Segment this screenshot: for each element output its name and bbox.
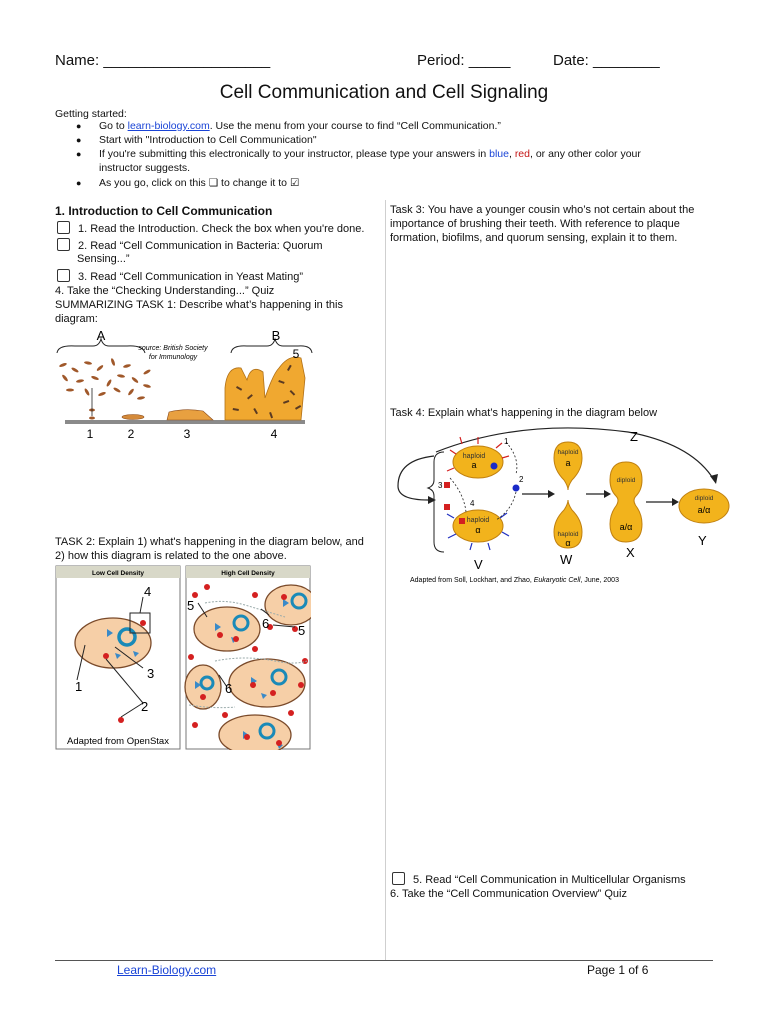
- arrow-right-icon: [548, 490, 555, 498]
- shmoo-a-haploid: haploid: [557, 449, 579, 456]
- surface: [65, 420, 305, 424]
- shmoo-a-label: a: [565, 458, 571, 468]
- task2-text: TASK 2: Explain 1) what's happening in the diagram below, and: [55, 536, 364, 548]
- biofilm-diagram: [55, 328, 313, 443]
- red-word: red: [514, 148, 530, 160]
- checklist-item-5[interactable]: [392, 872, 686, 887]
- biofilm-early: [167, 410, 213, 420]
- checklist-item-6: 6. Take the “Cell Communication Overview” Quiz: [390, 888, 627, 900]
- page-number: Page 1 of 6: [587, 963, 649, 977]
- microcolony: [122, 415, 144, 420]
- intro-bullet-3: [99, 148, 709, 161]
- bullet-icon: ●: [76, 178, 82, 188]
- name-field-label: Name: ____________________: [55, 52, 271, 69]
- checklist-item-1[interactable]: [57, 221, 364, 236]
- haploid-label-2: haploid: [466, 517, 490, 524]
- alpha-factor: [513, 485, 520, 492]
- planktonic-bacteria: [59, 358, 152, 412]
- autoinducer-dot: [103, 653, 109, 659]
- checkbox[interactable]: [392, 872, 405, 885]
- a-factor: [444, 504, 450, 510]
- stage-5: 5: [292, 347, 300, 361]
- label-5b: 5: [298, 623, 306, 638]
- autoinducer-dot: [118, 717, 124, 723]
- checkbox[interactable]: [57, 221, 70, 234]
- arrow-right-icon: [604, 490, 611, 498]
- intro-bullet-4: [99, 177, 299, 190]
- label-5: 5: [187, 598, 195, 613]
- task1-text: SUMMARIZING TASK 1: Describe what’s happening in this: [55, 299, 343, 311]
- label-z: Z: [630, 429, 638, 444]
- bullet3-pre: If you're submitting this electronically to your instructor, please type your answers in: [99, 148, 490, 160]
- diploid-a-alpha: a/α: [697, 505, 711, 515]
- period-field-label: Period: _____: [417, 52, 511, 69]
- num-1: 1: [504, 437, 509, 446]
- task2-text-line2: 2) how this diagram is related to the one above.: [55, 550, 287, 562]
- yeast-mating-diagram: [392, 424, 734, 588]
- bullet1-post: . Use the menu from your course to find “Cell Communication.”: [209, 120, 501, 132]
- stage-3: 3: [183, 427, 191, 441]
- low-density-label: Low Cell Density: [91, 570, 145, 577]
- bullet4-mid: to change it to: [218, 177, 290, 189]
- footer-learn-biology-link[interactable]: Learn-Biology.com: [117, 963, 217, 977]
- num-2: 2: [519, 475, 524, 484]
- label-1: 1: [75, 679, 83, 694]
- label-w: W: [560, 552, 573, 567]
- blue-word: blue: [489, 148, 509, 160]
- label-4: 4: [144, 584, 152, 599]
- item3-text: 3. Read “Cell Communication in Yeast Mating”: [78, 271, 304, 283]
- intro-bullet-1: [99, 120, 709, 133]
- zygote-diploid: diploid: [616, 477, 636, 484]
- soll-credit: [410, 577, 619, 584]
- label-6: 6: [262, 616, 270, 631]
- a-factor-receptor: [459, 518, 465, 524]
- label-3: 3: [147, 666, 155, 681]
- autoinducer-dot: [140, 620, 146, 626]
- bullet3-post: , or any other color your: [530, 148, 641, 160]
- zygote-label: a/α: [619, 522, 633, 532]
- bullet-icon: ●: [76, 121, 82, 131]
- loop-arrow: [398, 456, 434, 500]
- intro-bullet-3-line2: instructor suggests.: [99, 162, 191, 174]
- label-b: B: [271, 328, 281, 343]
- bullet4-pre: As you go, click on this: [99, 177, 209, 189]
- task3-text-line3: formation, biofilms, and quorum sensing, explain it to them.: [390, 232, 678, 244]
- section-title: 1. Introduction to Cell Communication: [55, 204, 273, 218]
- checklist-item-4: 4. Take the “Checking Understanding...” Quiz: [55, 285, 275, 297]
- bullet1-pre: Go to: [99, 120, 128, 132]
- item2-text: 2. Read “Cell Communication in Bacteria: Quorum: [78, 240, 323, 252]
- task3-text-line2: importance of brushing their teeth. With reference to plaque: [390, 218, 680, 230]
- num-3: 3: [438, 481, 443, 490]
- bullet-icon: ●: [76, 135, 82, 145]
- empty-box-icon: ❏: [208, 177, 219, 189]
- column-divider: [385, 200, 386, 960]
- arrow-right-icon: [672, 498, 679, 506]
- high-density-label: High Cell Density: [221, 570, 275, 577]
- page-title: Cell Communication and Cell Signaling: [219, 82, 549, 103]
- credit-post: , June, 2003: [580, 577, 619, 584]
- quorum-density-diagram: [55, 565, 311, 750]
- intro-bullet-2: Start with "Introduction to Cell Communication": [99, 134, 317, 146]
- source-text-2: for Immunology: [148, 354, 198, 361]
- label-6b: 6: [225, 681, 233, 696]
- label-v: V: [474, 557, 483, 572]
- haploid-a-cell: [453, 446, 503, 478]
- alpha-label: α: [475, 525, 481, 535]
- a-label: a: [471, 460, 477, 470]
- checklist-item-3[interactable]: [57, 269, 303, 284]
- label-2: 2: [141, 699, 149, 714]
- haploid-label: haploid: [462, 453, 486, 460]
- diploid-label: diploid: [694, 495, 714, 502]
- learn-biology-link[interactable]: learn-biology.com: [127, 120, 210, 132]
- label-x: X: [626, 545, 635, 560]
- footer-divider: [55, 960, 713, 961]
- credit-journal: Eukaryotic Cell: [533, 577, 581, 584]
- item1-text: 1. Read the Introduction. Check the box when you're done.: [78, 223, 365, 235]
- getting-started-heading: Getting started:: [55, 108, 127, 120]
- label-a: A: [96, 328, 106, 343]
- source-text: source: British Society: [138, 345, 208, 352]
- credit-pre: Adapted from Soll, Lockhart, and Zhao,: [410, 577, 534, 584]
- alpha-receptor: [491, 463, 498, 470]
- stage-2: 2: [127, 427, 135, 441]
- stage-4: 4: [270, 427, 278, 441]
- shmoo-alpha-haploid: haploid: [557, 531, 579, 538]
- shmoo-alpha-label: α: [565, 538, 571, 548]
- date-field-label: Date: ________: [553, 52, 660, 69]
- task3-text: Task 3: You have a younger cousin who’s not certain about the: [390, 204, 695, 216]
- openstax-credit: Adapted from OpenStax: [67, 736, 169, 747]
- bacterium-cell: [75, 618, 151, 668]
- bullet-icon: ●: [76, 149, 82, 159]
- task1-text-line2: diagram:: [55, 313, 98, 325]
- a-factor: [444, 482, 450, 488]
- attached-bacterium: [89, 417, 95, 420]
- stage-1: 1: [86, 427, 94, 441]
- label-y: Y: [698, 533, 707, 548]
- checked-box-icon: ☑: [289, 177, 300, 189]
- diagram3-letters: [474, 533, 707, 572]
- checklist-item-2[interactable]: [57, 238, 323, 253]
- checkbox[interactable]: [57, 238, 70, 251]
- task4-text: Task 4: Explain what’s happening in the diagram below: [390, 407, 658, 419]
- checklist-item-2-line2: Sensing...”: [77, 253, 130, 265]
- checkbox[interactable]: [57, 269, 70, 282]
- bullet3-mid: ,: [508, 148, 515, 160]
- item5-text: 5. Read “Cell Communication in Multicellular Organisms: [413, 874, 686, 886]
- num-4: 4: [470, 499, 475, 508]
